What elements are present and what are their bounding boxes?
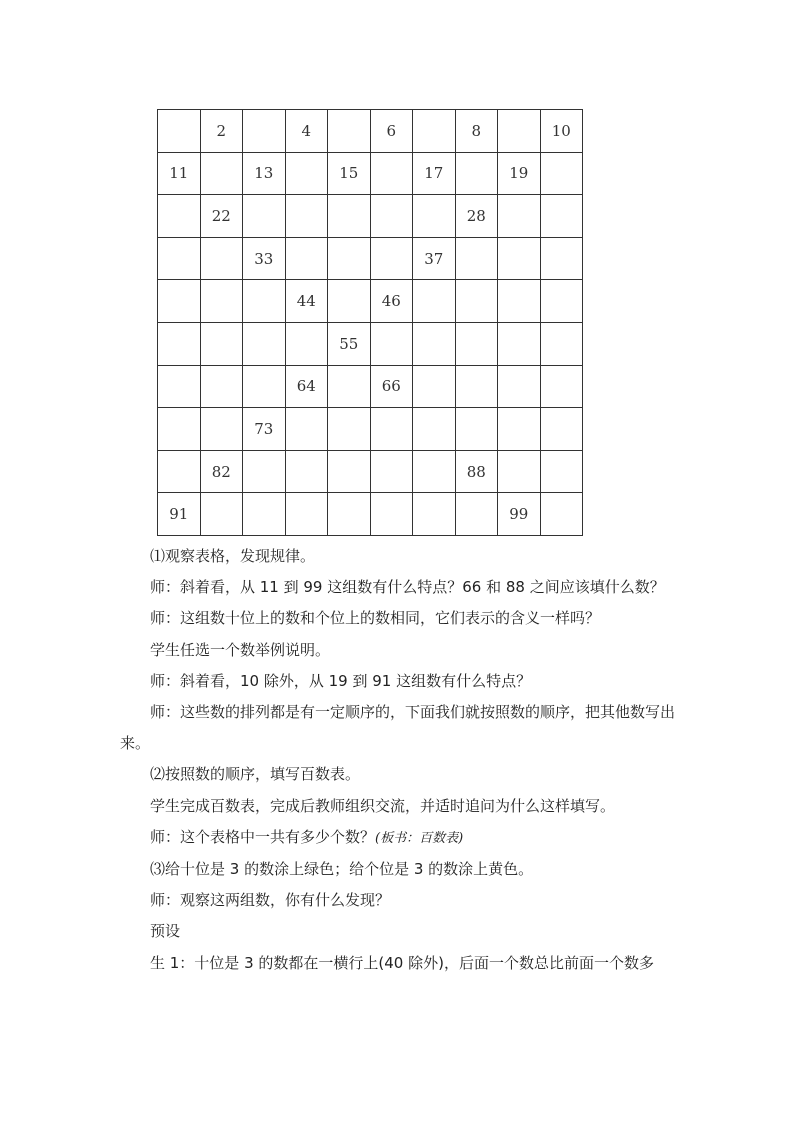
- table-row: [158, 322, 583, 365]
- table-cell: [243, 195, 286, 238]
- table-cell: [413, 322, 456, 365]
- table-cell: [328, 493, 371, 536]
- table-cell: [498, 237, 541, 280]
- table-cell: [370, 152, 413, 195]
- paragraph-observe-table: ⑴观察表格，发现规律。: [150, 547, 316, 565]
- table-cell: 44: [285, 280, 328, 323]
- table-row: [158, 280, 583, 323]
- table-cell: [158, 408, 201, 451]
- table-cell: [243, 322, 286, 365]
- table-cell: [498, 110, 541, 153]
- table-cell: [158, 322, 201, 365]
- table-cell: [455, 365, 498, 408]
- table-cell: [328, 110, 371, 153]
- paragraph-teacher-count: [120, 822, 680, 854]
- table-cell: [413, 408, 456, 451]
- table-cell: 8: [455, 110, 498, 153]
- table-cell: 66: [370, 365, 413, 408]
- table-cell: [200, 322, 243, 365]
- table-cell: [200, 152, 243, 195]
- table-row: [158, 365, 583, 408]
- table-row: [158, 110, 583, 153]
- table-cell: 88: [455, 450, 498, 493]
- table-cell: [200, 365, 243, 408]
- table-cell: 28: [455, 195, 498, 238]
- table-cell: [370, 237, 413, 280]
- hundred-table-body: [158, 110, 583, 536]
- table-cell: [413, 110, 456, 153]
- paragraph-teacher-question-other-diagonal: 师：斜着看，10 除外，从 19 到 91 这组数有什么特点？: [150, 671, 532, 690]
- table-cell: [455, 408, 498, 451]
- table-cell: 2: [200, 110, 243, 153]
- table-cell: [370, 450, 413, 493]
- table-cell: 10: [540, 110, 583, 153]
- table-cell: [413, 450, 456, 493]
- table-cell: [455, 237, 498, 280]
- table-row: [158, 450, 583, 493]
- table-cell: [285, 450, 328, 493]
- table-cell: [498, 195, 541, 238]
- table-row: [158, 408, 583, 451]
- table-cell: 73: [243, 408, 286, 451]
- table-cell: [540, 322, 583, 365]
- table-cell: [540, 408, 583, 451]
- table-cell: [243, 493, 286, 536]
- board-note: (板书：百数表): [375, 830, 464, 846]
- table-cell: [200, 280, 243, 323]
- table-cell: [540, 493, 583, 536]
- table-cell: 6: [370, 110, 413, 153]
- table-cell: 99: [498, 493, 541, 536]
- table-row: [158, 493, 583, 536]
- table-cell: 33: [243, 237, 286, 280]
- table-cell: [413, 493, 456, 536]
- table-cell: 22: [200, 195, 243, 238]
- table-cell: [370, 195, 413, 238]
- paragraph-fill-table: ⑵按照数的顺序，填写百数表。: [150, 765, 361, 784]
- table-cell: [413, 280, 456, 323]
- table-cell: [455, 280, 498, 323]
- table-cell: [158, 110, 201, 153]
- table-cell: [498, 365, 541, 408]
- table-cell: [243, 365, 286, 408]
- table-cell: [285, 152, 328, 195]
- table-cell: [540, 450, 583, 493]
- hundred-table: [157, 109, 583, 536]
- table-cell: [455, 493, 498, 536]
- table-cell: [498, 408, 541, 451]
- table-cell: [328, 450, 371, 493]
- table-cell: 64: [285, 365, 328, 408]
- table-cell: [540, 152, 583, 195]
- paragraph-student-answer: 生 1：十位是 3 的数都在一横行上(40 除外)，后面一个数总比前面一个数多: [150, 953, 654, 972]
- table-cell: [328, 237, 371, 280]
- table-cell: [158, 237, 201, 280]
- table-cell: [285, 408, 328, 451]
- table-cell: [540, 280, 583, 323]
- lesson-text: [120, 541, 680, 979]
- table-cell: [243, 280, 286, 323]
- paragraph-teacher-question-diagonal: 师：斜着看，从 11 到 99 这组数有什么特点？66 和 88 之间应该填什么数？: [150, 578, 665, 597]
- table-cell: [158, 365, 201, 408]
- table-cell: [200, 408, 243, 451]
- paragraph-student-example: 学生任选一个数举例说明。: [150, 640, 331, 659]
- table-cell: [370, 493, 413, 536]
- paragraph-teacher-order: 师：这些数的排列都是有一定顺序的，下面我们就按照数的顺序，把其他数写出来。: [120, 703, 676, 753]
- table-cell: 4: [285, 110, 328, 153]
- table-cell: [540, 195, 583, 238]
- table-cell: [498, 450, 541, 493]
- table-cell: [498, 280, 541, 323]
- table-row: [158, 195, 583, 238]
- paragraph-student-complete: 学生完成百数表，完成后教师组织交流，并适时追问为什么这样填写。: [150, 796, 616, 815]
- table-cell: 46: [370, 280, 413, 323]
- table-cell: 19: [498, 152, 541, 195]
- table-cell: 91: [158, 493, 201, 536]
- table-cell: [540, 237, 583, 280]
- table-cell: [328, 365, 371, 408]
- table-cell: [158, 195, 201, 238]
- table-cell: 37: [413, 237, 456, 280]
- table-cell: 11: [158, 152, 201, 195]
- table-cell: [285, 322, 328, 365]
- table-cell: [158, 280, 201, 323]
- table-cell: [455, 152, 498, 195]
- table-cell: [243, 450, 286, 493]
- table-cell: [328, 195, 371, 238]
- table-cell: 13: [243, 152, 286, 195]
- table-cell: [370, 408, 413, 451]
- table-cell: [200, 493, 243, 536]
- paragraph-teacher-question-meaning: 师：这组数十位上的数和个位上的数相同，它们表示的含义一样吗？: [150, 609, 601, 628]
- table-cell: [243, 110, 286, 153]
- table-cell: 82: [200, 450, 243, 493]
- teacher-count-text: 师：这个表格中一共有多少个数？: [150, 827, 376, 846]
- table-cell: [413, 195, 456, 238]
- table-cell: [285, 195, 328, 238]
- table-cell: [285, 493, 328, 536]
- table-cell: 15: [328, 152, 371, 195]
- paragraph-teacher-discover: 师：观察这两组数，你有什么发现？: [150, 891, 391, 910]
- paragraph-preset: 预设: [150, 922, 181, 941]
- table-cell: [285, 237, 328, 280]
- table-cell: [158, 450, 201, 493]
- table-cell: [540, 365, 583, 408]
- table-cell: [370, 322, 413, 365]
- table-cell: [328, 408, 371, 451]
- table-cell: [498, 322, 541, 365]
- paragraph-color-task: ⑶给十位是 3 的数涂上绿色；给个位是 3 的数涂上黄色。: [150, 860, 534, 879]
- table-cell: 17: [413, 152, 456, 195]
- table-row: [158, 237, 583, 280]
- table-cell: [413, 365, 456, 408]
- table-cell: 55: [328, 322, 371, 365]
- table-row: [158, 152, 583, 195]
- table-cell: [455, 322, 498, 365]
- table-cell: [200, 237, 243, 280]
- table-cell: [328, 280, 371, 323]
